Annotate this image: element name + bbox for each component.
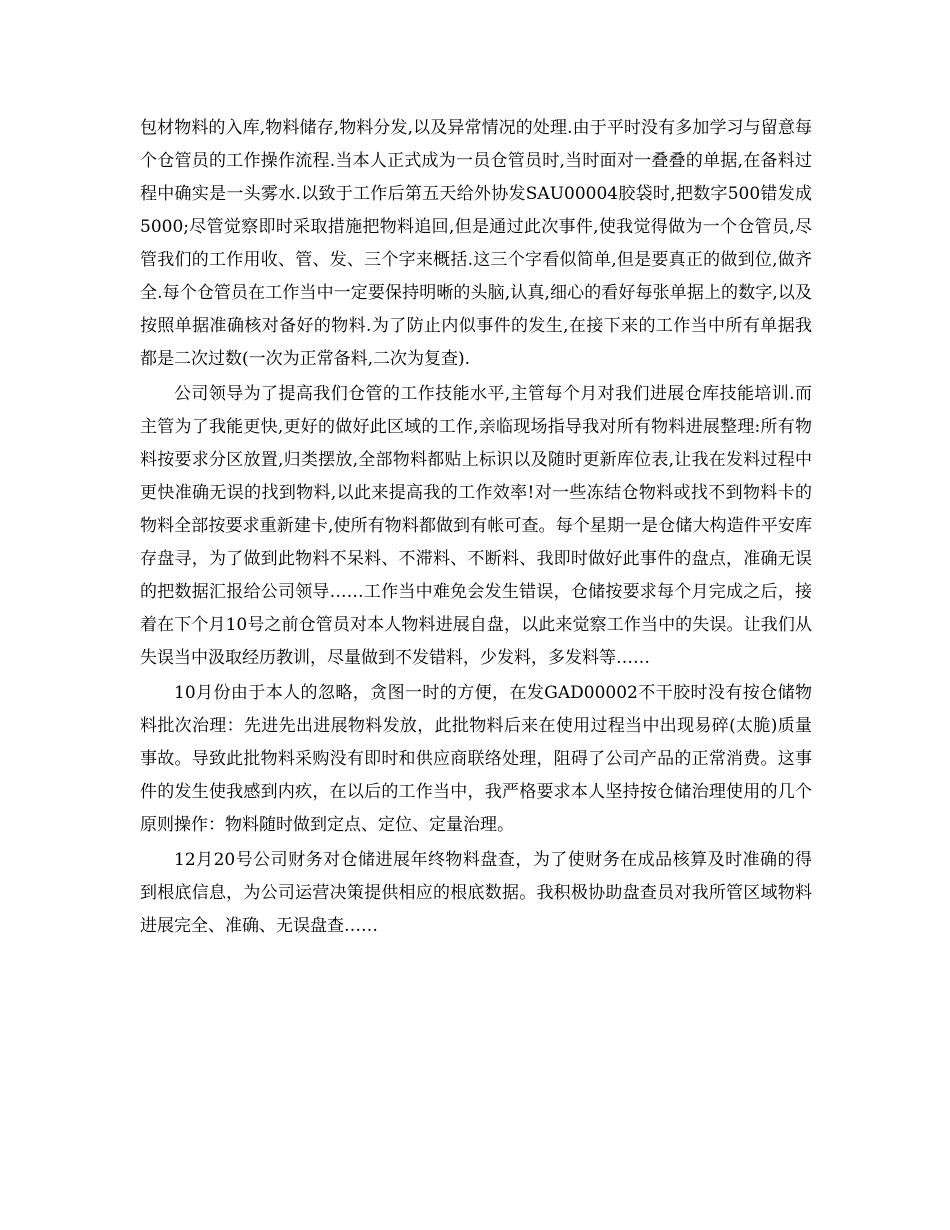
paragraph-4: 12月20号公司财务对仓储进展年终物料盘查，为了使财务在成品核算及时准确的得到根底信息，为公司运营决策提供相应的根底数据。我积极协助盘查员对我所管区域物料进展完全、准确、无误盘查…… <box>140 850 812 936</box>
paragraph-1: 包材物料的入库,物料储存,物料分发,以及异常情况的处理.由于平时没有多加学习与留意每个仓管员的工作操作流程.当本人正式成为一员仓管员时,当时面对一叠叠的单据,在备料过程中确实是一头雾水.以致于工作后第五天给外协发SAU00004胶袋时,把数字500错发成5000;尽管觉察即时采取措施把物料追回,但是通过此次事件,使我觉得做为一个仓管员,尽管我们的工作用收、管、发、三个字来概括.这三个字看似简单,但是要真正的做到位,做齐全.每个仓管员在工作当中一定要保持明晰的头脑,认真,细心的看好每张单据上的数字,以及按照单据准确核对备好的物料.为了防止内似事件的发生,在接下来的工作当中所有单据我都是二次过数(一次为正常备料,二次为复查). <box>140 118 812 369</box>
paragraph-2: 公司领导为了提高我们仓管的工作技能水平,主管每个月对我们进展仓库技能培训.而主管为了我能更快,更好的做好此区域的工作,亲临现场指导我对所有物料进展整理:所有物料按要求分区放置,归类摆放,全部物料都贴上标识以及随时更新库位表,让我在发料过程中更快准确无误的找到物料,以此来提高我的工作效率!对一些冻结仓物料或找不到物料卡的物料全部按要求重新建卡,使所有物料都做到有帐可查。每个星期一是仓储大构造件平安库存盘寻，为了做到此物料不呆料、不滞料、不断料、我即时做好此事件的盘点，准确无误的把数据汇报给公司领导……工作当中难免会发生错误，仓储按要求每个月完成之后，接着在下个月10号之前仓管员对本人物料进展自盘，以此来觉察工作当中的失误。让我们从失误当中汲取经历教训，尽量做到不发错料，少发料，多发料等…… <box>140 384 812 668</box>
paragraph-3: 10月份由于本人的忽略，贪图一时的方便，在发GAD00002不干胶时没有按仓储物料批次治理：先进先出进展物料发放，此批物料后来在使用过程当中出现易碎(太脆)质量事故。导致此批物料采购没有即时和供应商联络处理，阻碍了公司产品的正常消费。这事件的发生使我感到内疚，在以后的工作当中，我严格要求本人坚持按仓储治理使用的几个原则操作：物料随时做到定点、定位、定量治理。 <box>140 683 812 835</box>
document-body <box>140 112 812 945</box>
